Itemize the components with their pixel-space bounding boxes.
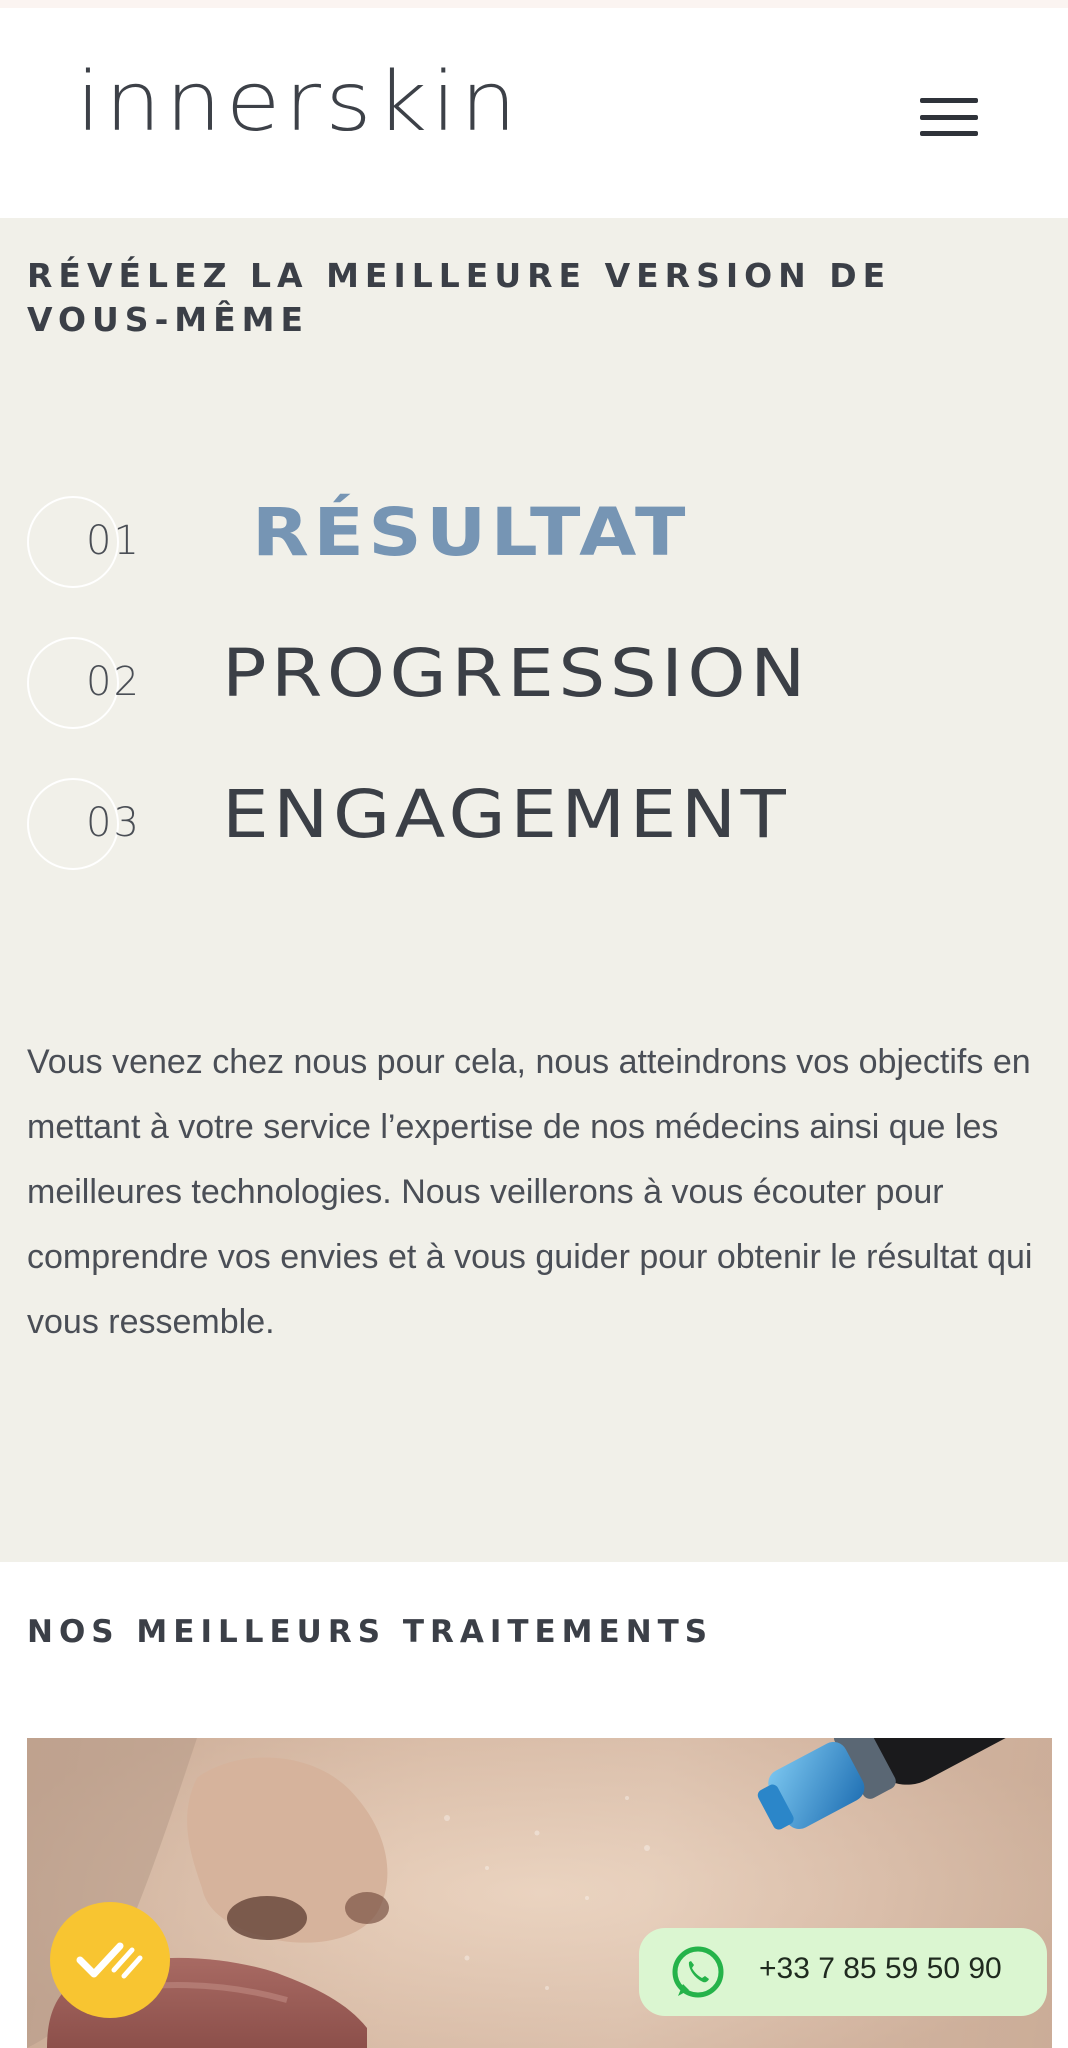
hero-section [0,218,1068,1562]
step-label: ENGAGEMENT [222,776,791,853]
step-resultat[interactable] [0,480,1068,600]
chat-widget-button[interactable] [50,1902,170,2018]
step-label: PROGRESSION [222,635,810,712]
steps-list [0,480,1068,900]
menu-bar-middle [920,115,978,120]
whatsapp-icon [669,1944,727,2002]
step-number: 03 [86,800,141,846]
whatsapp-contact-button[interactable] [639,1928,1047,2016]
hamburger-menu-icon[interactable] [916,92,982,142]
treatments-title: NOS MEILLEURS TRAITEMENTS [27,1614,714,1650]
step-label: RÉSULTAT [252,494,690,571]
top-strip [0,0,1068,8]
step-number: 02 [86,659,141,705]
hero-description: Vous venez chez nous pour cela, nous atteindrons vos objectifs en mettant à votre service l’expertise de nos médecins ainsi que les meilleures technologies. Nous veillerons à vous écouter pour comprendre vos envies et à vous guider pour obtenir le résultat qui vous ressemble. [27,1043,1033,1341]
step-number: 01 [86,518,141,564]
site-header [0,8,1068,218]
hero-title: RÉVÉLEZ LA MEILLEURE VERSION DE VOUS-MÊME [27,256,892,339]
step-progression[interactable] [0,621,1068,741]
whatsapp-phone-number: +33 7 85 59 50 90 [759,1952,1002,1985]
menu-bar-bottom [920,131,978,136]
step-engagement[interactable] [0,762,1068,882]
menu-bar-top [920,98,978,103]
brand-logo[interactable]: innerskin [76,55,521,150]
checkmark-chat-icon [74,1936,146,1984]
